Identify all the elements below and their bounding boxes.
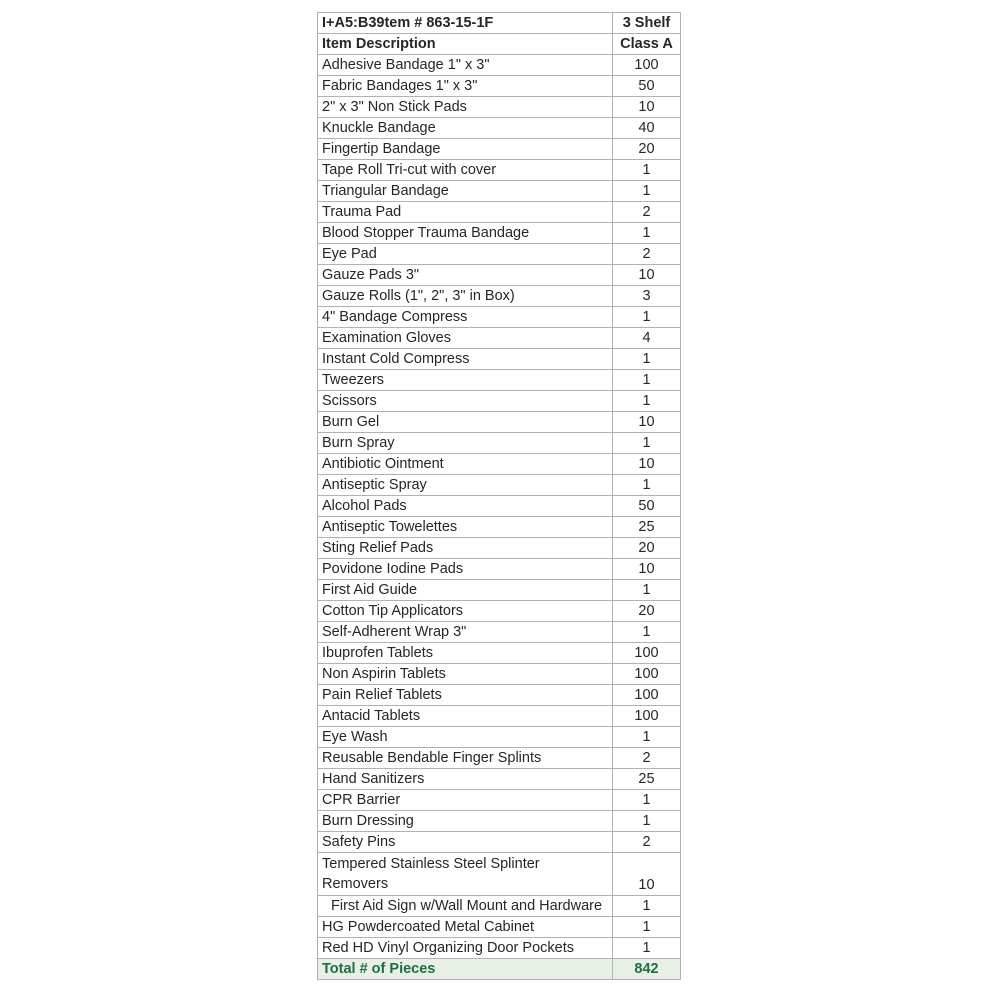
quantity-cell: 2	[613, 748, 681, 769]
table-row	[318, 917, 681, 938]
quantity-cell: 1	[613, 370, 681, 391]
quantity-cell: 25	[613, 517, 681, 538]
quantity-cell: 2	[613, 244, 681, 265]
quantity-cell: 20	[613, 601, 681, 622]
quantity-cell: 25	[613, 769, 681, 790]
total-value-cell: 842	[613, 959, 681, 980]
item-description-cell: Povidone Iodine Pads	[318, 559, 613, 580]
first-aid-kit-contents-table	[317, 12, 681, 980]
quantity-cell: 10	[613, 412, 681, 433]
item-description-cell: Ibuprofen Tablets	[318, 643, 613, 664]
quantity-cell: 1	[613, 349, 681, 370]
kit-title-cell: I+A5:B39tem # 863-15-1F	[318, 13, 613, 34]
item-description-cell: Antiseptic Spray	[318, 475, 613, 496]
quantity-cell: 1	[613, 727, 681, 748]
item-description-cell: Red HD Vinyl Organizing Door Pockets	[318, 938, 613, 959]
table-row	[318, 160, 681, 181]
item-description-cell: Non Aspirin Tablets	[318, 664, 613, 685]
quantity-cell: 50	[613, 76, 681, 97]
table-row	[318, 748, 681, 769]
item-description-cell: First Aid Guide	[318, 580, 613, 601]
column-header-row	[318, 34, 681, 55]
class-a-header: Class A	[613, 34, 681, 55]
item-description-cell: Scissors	[318, 391, 613, 412]
quantity-cell: 2	[613, 202, 681, 223]
table-row	[318, 643, 681, 664]
item-description-header: Item Description	[318, 34, 613, 55]
total-row	[318, 959, 681, 980]
quantity-cell: 100	[613, 643, 681, 664]
quantity-cell: 10	[613, 265, 681, 286]
table-row	[318, 559, 681, 580]
quantity-cell: 20	[613, 139, 681, 160]
item-description-cell: Antibiotic Ointment	[318, 454, 613, 475]
quantity-cell: 1	[613, 433, 681, 454]
quantity-cell: 2	[613, 832, 681, 853]
quantity-cell: 10	[613, 454, 681, 475]
table-row	[318, 76, 681, 97]
quantity-cell: 10	[613, 559, 681, 580]
quantity-cell: 3	[613, 286, 681, 307]
table-row	[318, 790, 681, 811]
item-description-cell: Blood Stopper Trauma Bandage	[318, 223, 613, 244]
table-row	[318, 412, 681, 433]
item-description-cell: Antiseptic Towelettes	[318, 517, 613, 538]
quantity-cell: 1	[613, 475, 681, 496]
table-row	[318, 55, 681, 76]
item-description-cell: Eye Pad	[318, 244, 613, 265]
item-description-cell: Pain Relief Tablets	[318, 685, 613, 706]
table-body	[318, 55, 681, 959]
table-row	[318, 622, 681, 643]
item-description-cell: HG Powdercoated Metal Cabinet	[318, 917, 613, 938]
table-row	[318, 706, 681, 727]
quantity-cell: 1	[613, 223, 681, 244]
item-description-cell: 4" Bandage Compress	[318, 307, 613, 328]
item-description-cell: CPR Barrier	[318, 790, 613, 811]
quantity-cell: 1	[613, 160, 681, 181]
table-row	[318, 727, 681, 748]
quantity-cell: 100	[613, 55, 681, 76]
quantity-cell: 1	[613, 811, 681, 832]
table-row	[318, 139, 681, 160]
item-description-cell: Triangular Bandage	[318, 181, 613, 202]
item-description-cell: Reusable Bendable Finger Splints	[318, 748, 613, 769]
table-row	[318, 97, 681, 118]
table-row	[318, 391, 681, 412]
quantity-cell: 10	[613, 853, 681, 896]
table-row	[318, 244, 681, 265]
item-description-cell: Fingertip Bandage	[318, 139, 613, 160]
item-description-cell: Burn Dressing	[318, 811, 613, 832]
item-description-cell: Knuckle Bandage	[318, 118, 613, 139]
item-description-cell: Instant Cold Compress	[318, 349, 613, 370]
quantity-cell: 100	[613, 685, 681, 706]
item-description-cell: Trauma Pad	[318, 202, 613, 223]
quantity-cell: 1	[613, 917, 681, 938]
quantity-cell: 1	[613, 181, 681, 202]
quantity-cell: 1	[613, 938, 681, 959]
table-row	[318, 685, 681, 706]
table-row	[318, 265, 681, 286]
table-row	[318, 769, 681, 790]
item-description-cell: Gauze Rolls (1", 2", 3" in Box)	[318, 286, 613, 307]
quantity-cell: 4	[613, 328, 681, 349]
item-description-cell: Alcohol Pads	[318, 496, 613, 517]
table-row	[318, 664, 681, 685]
table-row	[318, 454, 681, 475]
table-row	[318, 223, 681, 244]
table-row	[318, 307, 681, 328]
item-description-cell: Fabric Bandages 1" x 3"	[318, 76, 613, 97]
item-description-cell: Sting Relief Pads	[318, 538, 613, 559]
item-description-cell: Gauze Pads 3"	[318, 265, 613, 286]
table-row	[318, 811, 681, 832]
table-row	[318, 938, 681, 959]
item-description-cell: Self-Adherent Wrap 3"	[318, 622, 613, 643]
table-row	[318, 328, 681, 349]
quantity-cell: 100	[613, 664, 681, 685]
item-description-cell: Tweezers	[318, 370, 613, 391]
item-description-cell: Examination Gloves	[318, 328, 613, 349]
table-row	[318, 517, 681, 538]
table-row	[318, 181, 681, 202]
item-description-cell: Hand Sanitizers	[318, 769, 613, 790]
spreadsheet-area	[317, 12, 681, 980]
item-description-cell: Burn Gel	[318, 412, 613, 433]
table-row	[318, 853, 681, 896]
title-row	[318, 13, 681, 34]
table-row	[318, 202, 681, 223]
table-row	[318, 475, 681, 496]
item-description-cell: Adhesive Bandage 1" x 3"	[318, 55, 613, 76]
item-description-cell: Antacid Tablets	[318, 706, 613, 727]
table-row	[318, 286, 681, 307]
table-row	[318, 370, 681, 391]
item-description-cell: Burn Spray	[318, 433, 613, 454]
quantity-cell: 100	[613, 706, 681, 727]
quantity-cell: 1	[613, 580, 681, 601]
table-row	[318, 601, 681, 622]
quantity-cell: 1	[613, 307, 681, 328]
quantity-cell: 50	[613, 496, 681, 517]
table-row	[318, 433, 681, 454]
quantity-cell: 1	[613, 622, 681, 643]
item-description-cell: First Aid Sign w/Wall Mount and Hardware	[318, 896, 613, 917]
item-description-cell: Eye Wash	[318, 727, 613, 748]
total-label-cell: Total # of Pieces	[318, 959, 613, 980]
quantity-cell: 1	[613, 391, 681, 412]
quantity-cell: 1	[613, 790, 681, 811]
item-description-cell: Safety Pins	[318, 832, 613, 853]
item-description-cell: Tempered Stainless Steel Splinter Removers	[318, 853, 613, 896]
table-row	[318, 580, 681, 601]
table-row	[318, 496, 681, 517]
quantity-cell: 10	[613, 97, 681, 118]
shelf-header-cell: 3 Shelf	[613, 13, 681, 34]
table-row	[318, 118, 681, 139]
table-row	[318, 538, 681, 559]
item-description-cell: 2" x 3" Non Stick Pads	[318, 97, 613, 118]
item-description-cell: Tape Roll Tri-cut with cover	[318, 160, 613, 181]
quantity-cell: 20	[613, 538, 681, 559]
quantity-cell: 40	[613, 118, 681, 139]
table-row	[318, 832, 681, 853]
item-description-cell: Cotton Tip Applicators	[318, 601, 613, 622]
table-row	[318, 896, 681, 917]
quantity-cell: 1	[613, 896, 681, 917]
table-row	[318, 349, 681, 370]
